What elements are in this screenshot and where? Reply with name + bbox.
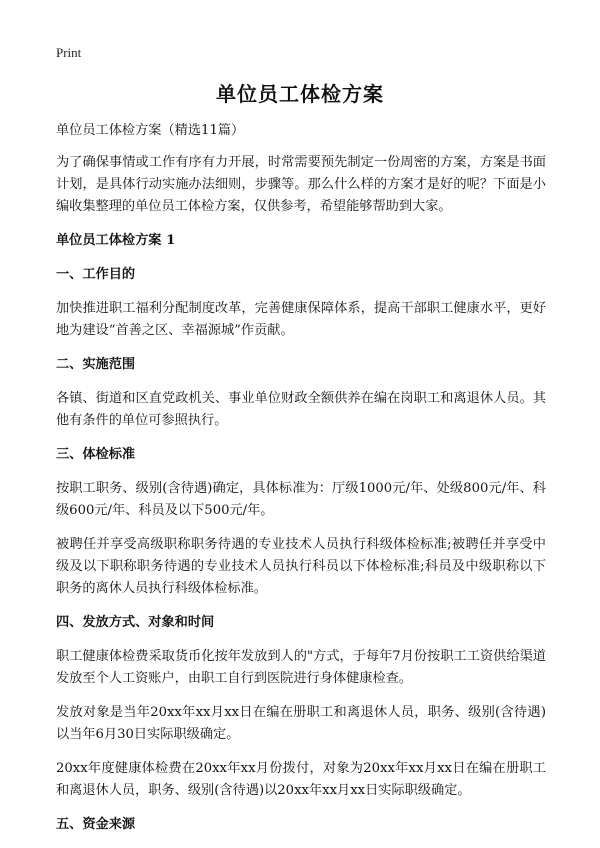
section-4-paragraph-1: 职工健康体检费采取货币化按年发放到人的"方式，于每年7月份按职工工资供给渠道发放至个人工资账户，由职工自行到医院进行身体健康检查。 — [56, 649, 546, 686]
section-4-paragraph-3: 20xx年度健康体检费在20xx年xx月份拨付，对象为20xx年xx月xx日在编在册职工和离退休人员，职务、级别(含待遇)以20xx年xx月xx日实际职级确定。 — [56, 761, 546, 798]
section-1-paragraph: 加快推进职工福利分配制度改革，完善健康保障体系，提高干部职工健康水平，更好地为建设“首善之区、幸福源城”作贡献。 — [56, 301, 546, 338]
section-5-heading: 五、资金来源 — [56, 817, 136, 832]
section-heading: 单位员工体检方案 1 — [56, 233, 176, 248]
section-3-heading: 三、体检标准 — [56, 447, 136, 462]
section-2-heading: 二、实施范围 — [56, 357, 136, 372]
document-body — [56, 120, 546, 848]
intro-paragraph: 为了确保事情或工作有序有力开展，时常需要预先制定一份周密的方案，方案是书面计划，是具体行动实施办法细则，步骤等。那么什么样的方案才是好的呢？下面是小编收集整理的单位员工体检方案，仅供参考，希望能够帮助到大家。 — [56, 155, 546, 214]
section-1-heading: 一、工作目的 — [56, 267, 136, 282]
document-subtitle: 单位员工体检方案（精选11篇） — [56, 123, 245, 138]
section-4-paragraph-2: 发放对象是当年20xx年xx月xx日在编在册职工和离退休人员，职务、级别(含待遇)以当年6月30日实际职级确定。 — [56, 705, 546, 742]
section-4-heading: 四、发放方式、对象和时间 — [56, 615, 215, 630]
section-3-paragraph-1: 按职工职务、级别(含待遇)确定，具体标准为：厅级1000元/年、处级800元/年、科级600元/年、科员及以下500元/年。 — [56, 481, 546, 518]
print-link[interactable]: Print — [56, 45, 82, 60]
section-2-paragraph: 各镇、街道和区直党政机关、事业单位财政全额供养在编在岗职工和离退休人员。其他有条件的单位可参照执行。 — [56, 391, 546, 428]
page-title: 单位员工体检方案 — [216, 82, 384, 106]
section-3-paragraph-2: 被聘任并享受高级职称职务待遇的专业技术人员执行科级体检标准;被聘任并享受中级及以下职称职务待遇的专业技术人员执行科员以下体检标准;科员及中级职称以下职务的离休人员执行科级体检标准。 — [56, 537, 546, 596]
